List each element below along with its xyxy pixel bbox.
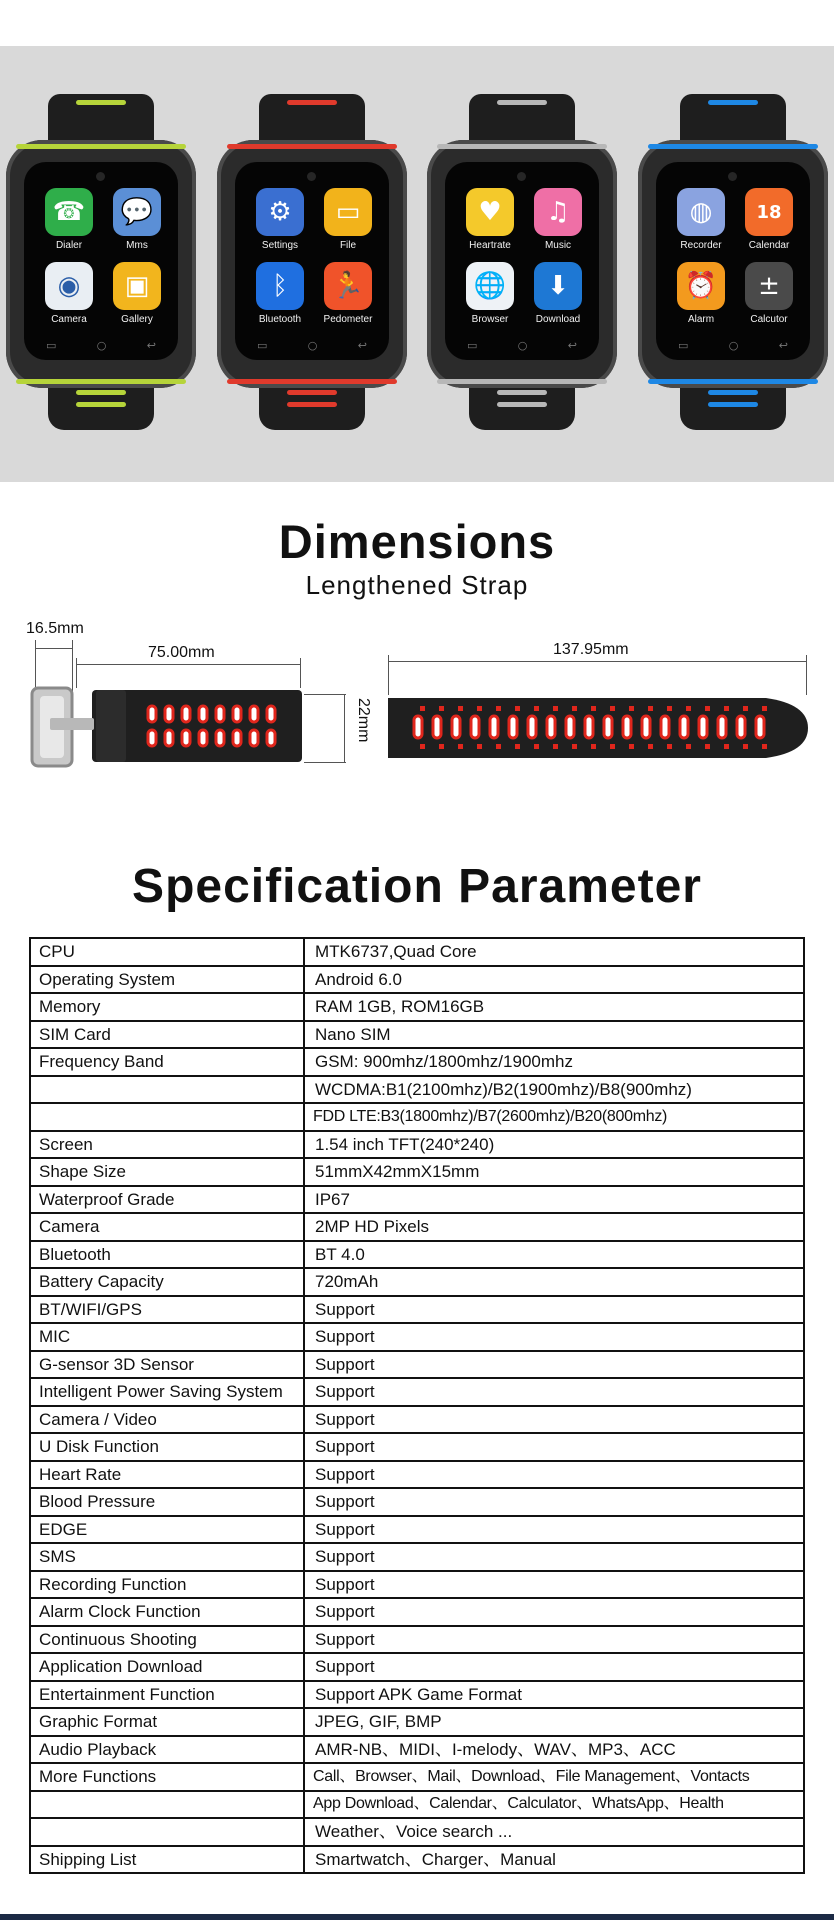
camera-dot xyxy=(728,172,737,181)
strap-dot xyxy=(515,744,520,749)
bezel-accent xyxy=(16,144,186,149)
nav-bar xyxy=(467,339,577,352)
strap-hole xyxy=(604,716,612,738)
bezel-accent xyxy=(437,379,607,384)
dimension-line xyxy=(388,655,389,695)
spec-row xyxy=(30,938,804,966)
spec-key: Frequency Band xyxy=(30,1048,304,1076)
spec-value: IP67 xyxy=(304,1186,804,1214)
strap-hole xyxy=(165,706,173,722)
spec-value: Support xyxy=(304,1626,804,1654)
app-label: Bluetooth xyxy=(258,314,302,325)
app-label: Mms xyxy=(126,240,148,251)
spec-row xyxy=(30,1186,804,1214)
app-gallery[interactable] xyxy=(102,262,172,338)
app-alarm[interactable] xyxy=(666,262,736,338)
app-label: Alarm xyxy=(687,314,715,325)
camera-dot xyxy=(517,172,526,181)
heart-icon: ♥ xyxy=(466,188,514,236)
strap-dot xyxy=(610,744,615,749)
spec-row xyxy=(30,1763,804,1791)
app-download[interactable] xyxy=(523,262,593,338)
strap-hole xyxy=(199,706,207,722)
bezel-accent xyxy=(227,379,397,384)
spec-key: Waterproof Grade xyxy=(30,1186,304,1214)
strap-dot xyxy=(629,706,634,711)
strap-dot xyxy=(743,744,748,749)
smartwatch xyxy=(6,94,196,430)
app-label: Heartrate xyxy=(469,240,511,251)
recent-apps-icon[interactable]: ▭ xyxy=(257,339,268,352)
spec-value: BT 4.0 xyxy=(304,1241,804,1269)
app-file[interactable] xyxy=(313,188,383,264)
strap-dot xyxy=(667,706,672,711)
strap-hole xyxy=(433,716,441,738)
strap-hole xyxy=(699,716,707,738)
spec-value: Support xyxy=(304,1323,804,1351)
spec-key: Shape Size xyxy=(30,1158,304,1186)
spec-value: Support xyxy=(304,1406,804,1434)
bottom-bar xyxy=(0,1914,834,1920)
spec-value: Support xyxy=(304,1433,804,1461)
spec-value: GSM: 900mhz/1800mhz/1900mhz xyxy=(304,1048,804,1076)
app-browser[interactable] xyxy=(455,262,525,338)
spec-value: 51mmX42mmX15mm xyxy=(304,1158,804,1186)
strap-dot xyxy=(420,744,425,749)
spec-row xyxy=(30,1406,804,1434)
nav-bar xyxy=(678,339,788,352)
strap-hole xyxy=(566,716,574,738)
strap-hole xyxy=(509,716,517,738)
spec-row xyxy=(30,1158,804,1186)
strap-hole xyxy=(623,716,631,738)
spec-key: Intelligent Power Saving System xyxy=(30,1378,304,1406)
strap-accent xyxy=(708,390,758,395)
dimension-line xyxy=(76,664,300,665)
spec-key: More Functions xyxy=(30,1763,304,1791)
app-label: Settings xyxy=(261,240,299,251)
app-calendar[interactable] xyxy=(734,188,804,264)
spec-value: Support APK Game Format xyxy=(304,1681,804,1709)
strap-width-label: 22mm xyxy=(355,698,372,743)
strap-dot xyxy=(724,706,729,711)
spec-value: Support xyxy=(304,1653,804,1681)
strap-dot xyxy=(572,744,577,749)
home-icon[interactable]: ○ xyxy=(96,339,107,352)
watch-case xyxy=(6,140,196,388)
dimension-line xyxy=(304,762,346,763)
app-pedometer[interactable] xyxy=(313,262,383,338)
strap-dot xyxy=(591,706,596,711)
strap-hole xyxy=(182,730,190,746)
app-label: File xyxy=(339,240,357,251)
folder-icon: ▭ xyxy=(324,188,372,236)
strap-accent xyxy=(497,100,547,105)
spec-key: Continuous Shooting xyxy=(30,1626,304,1654)
strap-dot xyxy=(705,706,710,711)
spec-key: BT/WIFI/GPS xyxy=(30,1296,304,1324)
app-label: Calcutor xyxy=(750,314,788,325)
spec-row xyxy=(30,1543,804,1571)
back-icon[interactable]: ↩ xyxy=(146,339,156,352)
spec-key: U Disk Function xyxy=(30,1433,304,1461)
spec-row xyxy=(30,1378,804,1406)
recent-apps-icon[interactable]: ▭ xyxy=(467,339,478,352)
strap-hole xyxy=(148,706,156,722)
spec-value: 720mAh xyxy=(304,1268,804,1296)
spec-value: 1.54 inch TFT(240*240) xyxy=(304,1131,804,1159)
spec-row xyxy=(30,1103,804,1131)
spec-value: Weather、Voice search ... xyxy=(304,1818,804,1846)
spec-row xyxy=(30,1213,804,1241)
short-strap-drawing xyxy=(30,684,310,770)
app-label: Download xyxy=(535,314,581,325)
watch-case xyxy=(217,140,407,388)
dimension-line xyxy=(304,694,346,695)
strap-dot xyxy=(534,706,539,711)
smartwatch xyxy=(638,94,828,430)
spec-key: Graphic Format xyxy=(30,1708,304,1736)
download-icon: ⬇ xyxy=(534,262,582,310)
bluetooth-icon: ᛒ xyxy=(256,262,304,310)
app-heartrate[interactable] xyxy=(455,188,525,264)
phone-icon: ☎ xyxy=(45,188,93,236)
spec-row xyxy=(30,1681,804,1709)
app-label: Pedometer xyxy=(323,314,373,325)
strap-dot xyxy=(477,706,482,711)
spec-key: Operating System xyxy=(30,966,304,994)
spec-row xyxy=(30,1846,804,1874)
spec-value: Support xyxy=(304,1351,804,1379)
spec-row xyxy=(30,1571,804,1599)
buckle-pin xyxy=(50,718,94,730)
strap-hole xyxy=(661,716,669,738)
spec-key: Alarm Clock Function xyxy=(30,1598,304,1626)
spec-key: MIC xyxy=(30,1323,304,1351)
short-strap-length-label: 75.00mm xyxy=(148,644,215,661)
spec-row xyxy=(30,1708,804,1736)
strap-dot xyxy=(724,744,729,749)
pedometer-icon: 🏃 xyxy=(324,262,372,310)
strap-hole xyxy=(199,730,207,746)
strap-dot xyxy=(610,706,615,711)
spec-key: Entertainment Function xyxy=(30,1681,304,1709)
strap-accent xyxy=(708,100,758,105)
watch-screen xyxy=(656,162,810,360)
watch-case xyxy=(638,140,828,388)
spec-row xyxy=(30,1296,804,1324)
spec-value: Support xyxy=(304,1488,804,1516)
spec-key: Recording Function xyxy=(30,1571,304,1599)
spec-value: Smartwatch、Charger、Manual xyxy=(304,1846,804,1874)
spec-key xyxy=(30,1103,304,1131)
spec-key: Bluetooth xyxy=(30,1241,304,1269)
app-calcutor[interactable] xyxy=(734,262,804,338)
home-icon[interactable]: ○ xyxy=(728,339,739,352)
spec-value: Nano SIM xyxy=(304,1021,804,1049)
dimensions-subtitle: Lengthened Strap xyxy=(305,570,529,600)
spec-value: WCDMA:B1(2100mhz)/B2(1900mhz)/B8(900mhz) xyxy=(304,1076,804,1104)
spec-key: SIM Card xyxy=(30,1021,304,1049)
spec-row xyxy=(30,1818,804,1846)
strap-dot xyxy=(572,706,577,711)
strap-dot xyxy=(667,744,672,749)
smartwatch xyxy=(217,94,407,430)
strap-dot xyxy=(534,744,539,749)
strap-hole xyxy=(233,706,241,722)
recent-apps-icon[interactable]: ▭ xyxy=(46,339,57,352)
spec-key: Blood Pressure xyxy=(30,1488,304,1516)
back-icon[interactable]: ↩ xyxy=(567,339,577,352)
spec-row xyxy=(30,1021,804,1049)
spec-value: App Download、Calendar、Calculator、WhatsApp、Health xyxy=(304,1791,804,1819)
strap-accent xyxy=(287,390,337,395)
strap-hole xyxy=(216,730,224,746)
home-icon[interactable]: ○ xyxy=(517,339,528,352)
strap-dot xyxy=(648,744,653,749)
strap-dot xyxy=(629,744,634,749)
bezel-accent xyxy=(648,379,818,384)
strap-hole xyxy=(267,730,275,746)
spec-key: Heart Rate xyxy=(30,1461,304,1489)
long-strap-length-label: 137.95mm xyxy=(553,641,629,658)
spec-row xyxy=(30,1268,804,1296)
bezel-accent xyxy=(227,144,397,149)
dimension-line xyxy=(806,655,807,695)
strap-hole xyxy=(216,706,224,722)
spec-row xyxy=(30,1516,804,1544)
spec-value: Support xyxy=(304,1571,804,1599)
strap-hole xyxy=(756,716,764,738)
strap-accent xyxy=(287,402,337,407)
app-music[interactable] xyxy=(523,188,593,264)
strap-hole xyxy=(267,706,275,722)
music-icon: ♫ xyxy=(534,188,582,236)
spec-row xyxy=(30,1241,804,1269)
spec-value: Support xyxy=(304,1378,804,1406)
strap-accent xyxy=(76,100,126,105)
spec-row xyxy=(30,1351,804,1379)
app-label: Music xyxy=(544,240,572,251)
spec-key xyxy=(30,1818,304,1846)
app-camera[interactable] xyxy=(34,262,104,338)
nav-bar xyxy=(257,339,367,352)
strap-hole xyxy=(585,716,593,738)
spec-value: MTK6737,Quad Core xyxy=(304,938,804,966)
strap-dot xyxy=(420,706,425,711)
dimension-line xyxy=(344,694,345,762)
dimension-line xyxy=(388,661,806,662)
app-label: Recorder xyxy=(680,240,722,251)
strap-dot xyxy=(686,706,691,711)
strap-dot xyxy=(458,706,463,711)
app-bluetooth[interactable] xyxy=(245,262,315,338)
strap-accent xyxy=(287,100,337,105)
strap-hole xyxy=(414,716,422,738)
bezel-accent xyxy=(648,144,818,149)
strap-dot xyxy=(477,744,482,749)
back-icon[interactable]: ↩ xyxy=(357,339,367,352)
spec-row xyxy=(30,1736,804,1764)
strap-hole xyxy=(718,716,726,738)
spec-row xyxy=(30,966,804,994)
strap-dot xyxy=(439,744,444,749)
app-recorder[interactable] xyxy=(666,188,736,264)
app-label: Browser xyxy=(471,314,509,325)
watch-screen xyxy=(235,162,389,360)
message-icon: 💬 xyxy=(113,188,161,236)
app-label: Gallery xyxy=(121,314,153,325)
spec-row xyxy=(30,1653,804,1681)
strap-dot xyxy=(762,706,767,711)
spec-key: Camera / Video xyxy=(30,1406,304,1434)
dimension-line xyxy=(35,648,72,649)
app-label: Camera xyxy=(51,314,87,325)
strap-dot xyxy=(743,706,748,711)
strap-dot xyxy=(553,706,558,711)
strap-hole xyxy=(680,716,688,738)
strap-dot xyxy=(496,706,501,711)
spec-key: Memory xyxy=(30,993,304,1021)
spec-value: 2MP HD Pixels xyxy=(304,1213,804,1241)
long-strap-drawing xyxy=(386,694,810,762)
strap-accent xyxy=(76,390,126,395)
strap-hole xyxy=(547,716,555,738)
watch-screen xyxy=(24,162,178,360)
calculator-icon: ± xyxy=(745,262,793,310)
watch-screen xyxy=(445,162,599,360)
spec-key: Battery Capacity xyxy=(30,1268,304,1296)
strap-hole xyxy=(452,716,460,738)
strap-dot xyxy=(705,744,710,749)
app-label: Calendar xyxy=(748,240,790,251)
spec-value: JPEG, GIF, BMP xyxy=(304,1708,804,1736)
strap-dot xyxy=(686,744,691,749)
bezel-accent xyxy=(16,379,186,384)
spec-row xyxy=(30,1461,804,1489)
strap-dot xyxy=(515,706,520,711)
strap-hole xyxy=(642,716,650,738)
strap-dot xyxy=(458,744,463,749)
spec-value: RAM 1GB, ROM16GB xyxy=(304,993,804,1021)
app-mms[interactable] xyxy=(102,188,172,264)
spec-row xyxy=(30,1323,804,1351)
nav-bar xyxy=(46,339,156,352)
spec-title: Specification Parameter xyxy=(132,860,702,913)
spec-row xyxy=(30,1048,804,1076)
strap-accent xyxy=(497,402,547,407)
dimensions-title: Dimensions xyxy=(278,515,556,568)
spec-table xyxy=(29,937,805,1874)
strap-hole xyxy=(250,706,258,722)
spec-value: FDD LTE:B3(1800mhz)/B7(2600mhz)/B20(800mhz) xyxy=(304,1103,804,1131)
strap-dot xyxy=(496,744,501,749)
back-icon[interactable]: ↩ xyxy=(778,339,788,352)
spec-value: Support xyxy=(304,1516,804,1544)
settings-icon: ⚙ xyxy=(256,188,304,236)
app-label: Dialer xyxy=(55,240,83,251)
spec-key: Audio Playback xyxy=(30,1736,304,1764)
spec-row xyxy=(30,1598,804,1626)
strap-accent xyxy=(76,402,126,407)
recent-apps-icon[interactable]: ▭ xyxy=(678,339,689,352)
spec-key: EDGE xyxy=(30,1516,304,1544)
spec-key: Shipping List xyxy=(30,1846,304,1874)
alarm-icon: ⏰ xyxy=(677,262,725,310)
spec-key: Camera xyxy=(30,1213,304,1241)
spec-key: Application Download xyxy=(30,1653,304,1681)
spec-row xyxy=(30,1433,804,1461)
watch-case xyxy=(427,140,617,388)
spec-key: SMS xyxy=(30,1543,304,1571)
spec-row xyxy=(30,1131,804,1159)
spec-value: Support xyxy=(304,1543,804,1571)
strap-hole xyxy=(490,716,498,738)
strap-hole xyxy=(737,716,745,738)
spec-value: Support xyxy=(304,1598,804,1626)
strap-accent xyxy=(497,390,547,395)
app-dialer[interactable] xyxy=(34,188,104,264)
strap-dot xyxy=(762,744,767,749)
camera-dot xyxy=(96,172,105,181)
recorder-icon: ◍ xyxy=(677,188,725,236)
spec-key: G-sensor 3D Sensor xyxy=(30,1351,304,1379)
strap-hole xyxy=(471,716,479,738)
strap-hole xyxy=(250,730,258,746)
spec-value: AMR-NB、MIDI、I-melody、WAV、MP3、ACC xyxy=(304,1736,804,1764)
smartwatch xyxy=(427,94,617,430)
spec-row xyxy=(30,1626,804,1654)
strap-keeper xyxy=(96,690,126,762)
strap-hole xyxy=(528,716,536,738)
spec-row xyxy=(30,1791,804,1819)
strap-accent xyxy=(708,402,758,407)
spec-key xyxy=(30,1791,304,1819)
strap-dot xyxy=(591,744,596,749)
spec-value: Call、Browser、Mail、Download、File Management、Vontacts xyxy=(304,1763,804,1791)
camera-dot xyxy=(307,172,316,181)
strap-dot xyxy=(553,744,558,749)
calendar-icon: 18 xyxy=(745,188,793,236)
gallery-icon: ▣ xyxy=(113,262,161,310)
spec-value: Android 6.0 xyxy=(304,966,804,994)
strap-hole xyxy=(182,706,190,722)
strap-hole xyxy=(148,730,156,746)
home-icon[interactable]: ○ xyxy=(307,339,318,352)
buckle-width-label: 16.5mm xyxy=(26,620,84,637)
strap-hole xyxy=(165,730,173,746)
bezel-accent xyxy=(437,144,607,149)
strap-dot xyxy=(439,706,444,711)
spec-value: Support xyxy=(304,1461,804,1489)
spec-row xyxy=(30,993,804,1021)
app-settings[interactable] xyxy=(245,188,315,264)
spec-row xyxy=(30,1488,804,1516)
spec-key: CPU xyxy=(30,938,304,966)
spec-key: Screen xyxy=(30,1131,304,1159)
product-banner xyxy=(0,46,834,482)
strap-dot xyxy=(648,706,653,711)
camera-icon: ◉ xyxy=(45,262,93,310)
spec-key xyxy=(30,1076,304,1104)
globe-icon: 🌐 xyxy=(466,262,514,310)
spec-value: Support xyxy=(304,1296,804,1324)
strap-hole xyxy=(233,730,241,746)
spec-row xyxy=(30,1076,804,1104)
